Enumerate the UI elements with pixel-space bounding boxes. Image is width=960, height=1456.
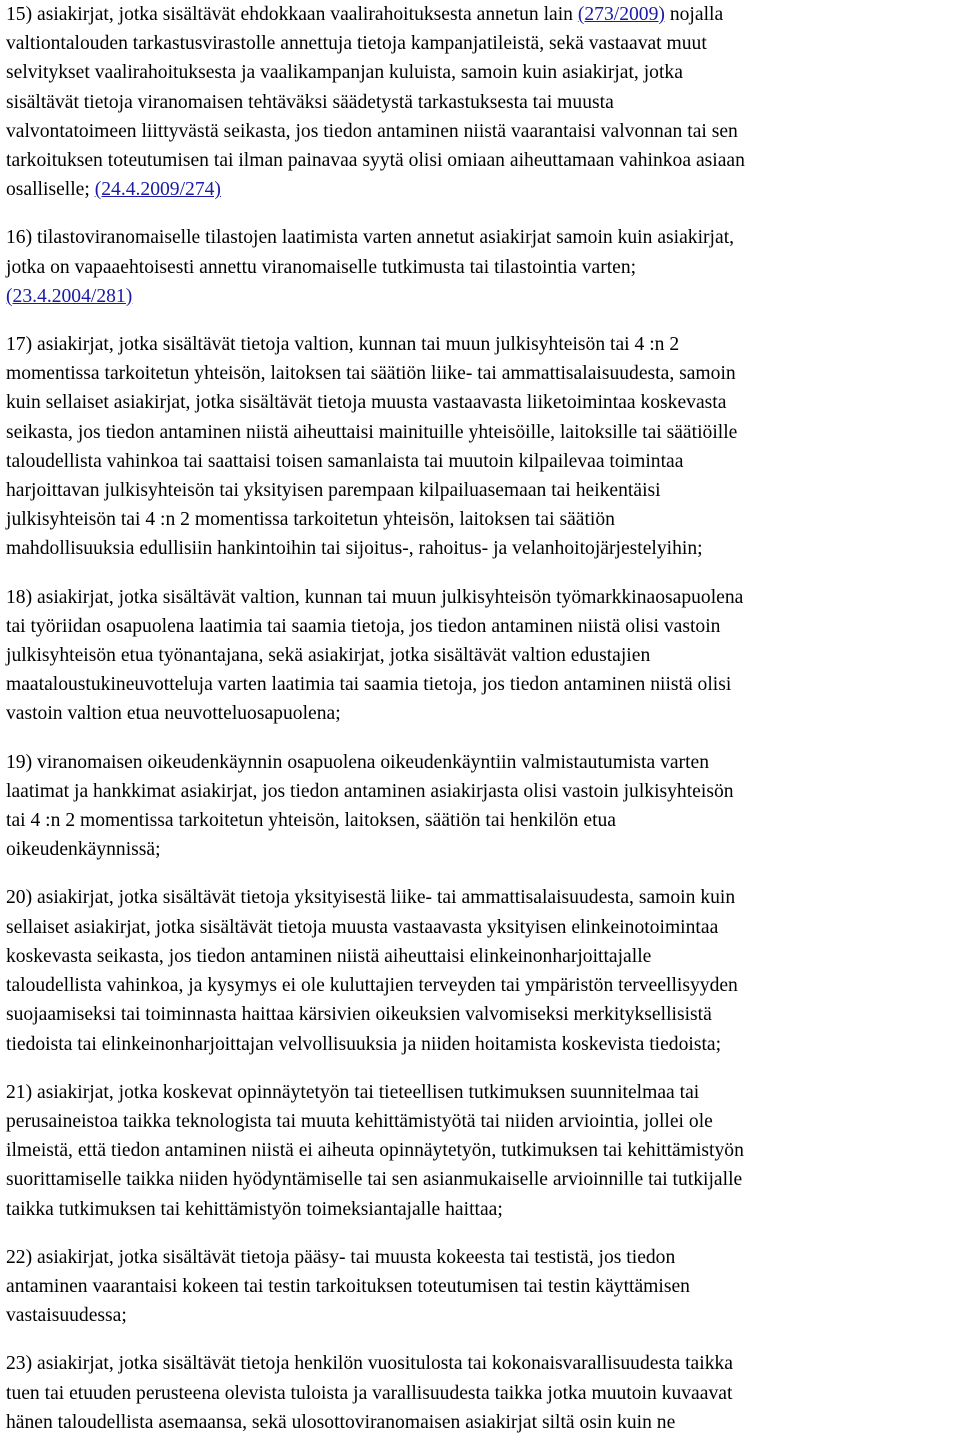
text-line [6, 583, 958, 612]
line-text: tarkoituksen toteutumisen tai ilman painavaa syytä olisi omiaan aiheuttamaan vahinkoa asiaan [6, 150, 745, 172]
paragraph-item [6, 1078, 958, 1224]
line-text: antaminen vaarantaisi kokeen tai testin tarkoituksen toteutumisen tai testin käyttämisen [6, 1275, 690, 1297]
paragraph-item [6, 583, 958, 729]
line-text: oikeudenkäynnissä; [6, 839, 161, 861]
line-text: 21) asiakirjat, jotka koskevat opinnäytetyön tai tieteellisen tutkimuksen suunnitelmaa tai [6, 1081, 700, 1103]
text-line [6, 1136, 958, 1165]
line-text: mahdollisuuksia edullisiin hankintoihin tai sijoitus-, rahoitus- ja velanhoitojärjestelyihin; [6, 538, 703, 560]
line-text: tuen tai etuuden perusteena olevista tuloista ja varallisuudesta taikka jotka muutoin kuvaavat [6, 1382, 733, 1404]
paragraph-item [6, 1243, 958, 1331]
line-text-after-link: nojalla [664, 4, 724, 25]
line-text: taloudellista vahinkoa, ja kysymys ei ole kuluttajien terveyden tai ympäristön terveellisyyden [6, 975, 738, 997]
line-text: 15) asiakirjat, jotka sisältävät ehdokkaan vaalirahoituksesta annetun lain [6, 4, 578, 25]
text-line [6, 971, 958, 1000]
line-text: julkisyhteisön tai 4 :n 2 momentissa tarkoitetun yhteisön, laitoksen tai säätiön [6, 509, 615, 531]
line-text: 17) asiakirjat, jotka sisältävät tietoja valtion, kunnan tai muun julkisyhteisön tai 4 :n 2 [6, 334, 680, 356]
text-line [6, 1030, 958, 1059]
text-line [6, 883, 958, 912]
text-line [6, 641, 958, 670]
text-line [6, 330, 958, 359]
text-line [6, 748, 958, 777]
text-line [6, 534, 958, 563]
line-text: harjoittavan julkisyhteisön tai yksityisen parempaan kilpailuasemaan tai heikentäisi [6, 480, 661, 502]
line-text: julkisyhteisön etua työnantajana, sekä asiakirjat, jotka sisältävät valtion edustajien [6, 645, 651, 667]
line-text: 22) asiakirjat, jotka sisältävät tietoja pääsy- tai muusta kokeesta tai testistä, jos tiedon [6, 1246, 676, 1268]
line-text: maataloustukineuvotteluja varten laatimia tai saamia tietoja, jos tiedon antaminen niistä olisi [6, 674, 732, 696]
line-text: 23) asiakirjat, jotka sisältävät tietoja henkilön vuositulosta tai kokonaisvarallisuudesta taikka [6, 1353, 733, 1375]
line-text: valvontatoimeen liittyvästä seikasta, jos tiedon antaminen niistä vaarantaisi valvonnan tai sen [6, 120, 738, 142]
text-line [6, 58, 958, 87]
line-text: suorittamiselle taikka niiden hyödyntämiselle tai sen asianmukaiselle arvioinnille tai tutkijalle [6, 1169, 743, 1191]
paragraph-item [6, 748, 958, 865]
text-line [6, 1195, 958, 1224]
text-line [6, 913, 958, 942]
amendment-link[interactable]: (24.4.2009/274) [94, 179, 221, 201]
line-text: jotka on vapaaehtoisesti annettu viranomaiselle tutkimusta tai tilastointia varten; [6, 256, 637, 278]
text-line [6, 418, 958, 447]
line-text: vastaisuudessa; [6, 1305, 127, 1327]
line-text: taikka tutkimuksen tai kehittämistyön toimeksiantajalle haittaa; [6, 1198, 503, 1220]
line-text: tai 4 :n 2 momentissa tarkoitetun yhteisön, laitoksen, säätiön tai henkilön etua [6, 810, 617, 832]
line-text: kuin sellaiset asiakirjat, jotka sisältävät tietoja muusta vastaavasta liiketoimintaa koskevasta [6, 392, 727, 414]
line-text: hänen taloudellista asemaansa, sekä ulosottoviranomaisen asiakirjat siltä osin kuin ne [6, 1411, 676, 1433]
text-line [6, 942, 958, 971]
text-line [6, 1078, 958, 1107]
line-text: laatimat ja hankkimat asiakirjat, jos tiedon antaminen asiakirjasta olisi vastoin julkisyhteisön [6, 780, 734, 802]
text-line [6, 1000, 958, 1029]
line-text: tai työriidan osapuolena laatimia tai saamia tietoja, jos tiedon antaminen niistä olisi vastoin [6, 615, 721, 637]
text-line [6, 117, 958, 146]
text-line [6, 175, 958, 204]
text-line [6, 88, 958, 117]
amendment-link[interactable]: (273/2009) [577, 4, 665, 25]
line-text: perusaineistoa taikka teknologista tai muuta kehittämistyötä tai niiden arviointia, jollei ole [6, 1110, 713, 1132]
amendment-link[interactable]: (23.4.2004/281) [6, 285, 133, 307]
line-text: selvitykset vaalirahoituksesta ja vaalikampanjan kuluista, samoin kuin asiakirjat, jotka [6, 62, 683, 84]
line-text: 16) tilastoviranomaiselle tilastojen laatimista varten annetut asiakirjat samoin kuin asiakirjat, [6, 227, 735, 249]
line-text: osalliselle; [6, 179, 95, 201]
line-text: 20) asiakirjat, jotka sisältävät tietoja yksityisestä liike- tai ammattisalaisuudesta, samoin kuin [6, 887, 736, 909]
text-line [6, 1379, 958, 1408]
line-text: valtiontalouden tarkastusvirastolle annettuja tietoja kampanjatileistä, sekä vastaavat muut [6, 33, 707, 55]
text-line [6, 1107, 958, 1136]
text-line [6, 447, 958, 476]
text-line [6, 806, 958, 835]
text-line [6, 476, 958, 505]
text-line [6, 505, 958, 534]
line-text: suojaamiseksi tai toiminnasta haittaa kärsivien oikeuksien valvomiseksi merkityksellisistä [6, 1004, 712, 1026]
text-line [6, 777, 958, 806]
text-line [6, 146, 958, 175]
text-line [6, 282, 958, 311]
line-text: 18) asiakirjat, jotka sisältävät valtion, kunnan tai muun julkisyhteisön työmarkkinaosapuolena [6, 586, 744, 608]
line-text: vastoin valtion etua neuvotteluosapuolena; [6, 703, 341, 725]
line-text: sisältävät tietoja viranomaisen tehtäväksi säädetystä tarkastuksesta tai muusta [6, 91, 614, 113]
line-text: sellaiset asiakirjat, jotka sisältävät tietoja muusta vastaavasta yksityisen elinkeinotoimintaa [6, 916, 719, 938]
line-text: koskevasta seikasta, jos tiedon antaminen niistä aiheuttaisi elinkeinonharjoittajalle [6, 945, 652, 967]
text-line [6, 835, 958, 864]
text-line [6, 253, 958, 282]
text-line [6, 1408, 958, 1437]
text-line [6, 1349, 958, 1378]
paragraph-item [6, 223, 958, 311]
text-line [6, 670, 958, 699]
text-line [6, 1272, 958, 1301]
text-line [6, 359, 958, 388]
line-text: ilmeistä, että tiedon antaminen niistä ei aiheuta opinnäytetyön, tutkimuksen tai kehittämistyön [6, 1140, 744, 1162]
text-line [6, 388, 958, 417]
text-line [6, 1243, 958, 1272]
paragraph-item [6, 1349, 958, 1437]
text-line [6, 0, 958, 29]
text-line [6, 699, 958, 728]
line-text: momentissa tarkoitetun yhteisön, laitoksen tai säätiön liike- tai ammattisalaisuudesta, samoin [6, 363, 736, 385]
text-line [6, 223, 958, 252]
paragraph-item [6, 883, 958, 1058]
line-text: seikasta, jos tiedon antaminen niistä aiheuttaisi mainituille yhteisöille, laitoksille tai säätiöille [6, 421, 738, 443]
line-text: tiedoista tai elinkeinonharjoittajan velvollisuuksia ja niiden hoitamista koskevista tiedoista; [6, 1033, 722, 1055]
line-text: taloudellista vahinkoa tai saattaisi toisen samanlaista tai muutoin kilpailevaa toimintaa [6, 450, 684, 472]
line-text: 19) viranomaisen oikeudenkäynnin osapuolena oikeudenkäyntiin valmistautumista varten [6, 751, 710, 773]
document-body [6, 0, 958, 1456]
paragraph-item [6, 330, 958, 564]
paragraph-item [6, 0, 958, 204]
text-line [6, 1301, 958, 1330]
text-line [6, 612, 958, 641]
text-line [6, 1165, 958, 1194]
text-line [6, 29, 958, 58]
